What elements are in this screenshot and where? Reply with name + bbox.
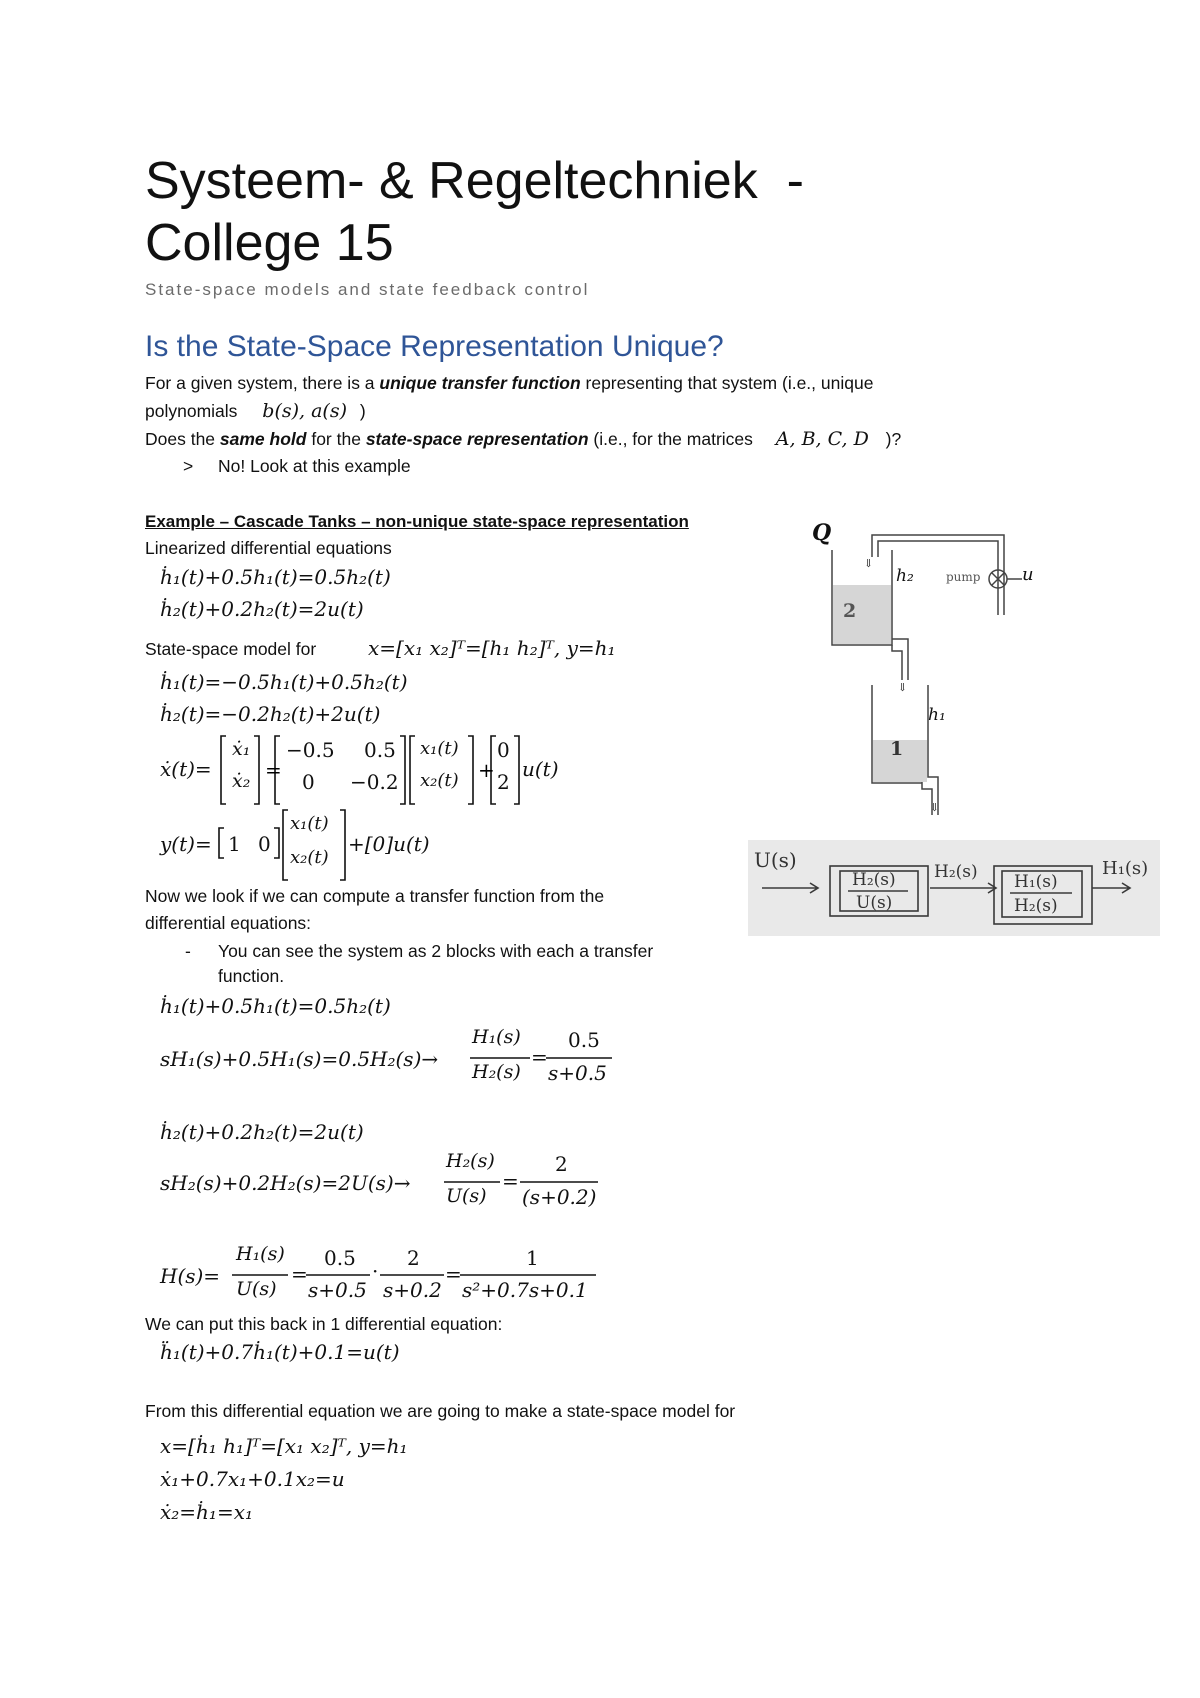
d-term: +[0]u(t) <box>348 832 430 856</box>
bullet-text-continued: function. <box>218 966 285 986</box>
equation-laplace: sH₂(s)+0.2H₂(s)=2U(s)→ <box>160 1171 411 1195</box>
block-mid-label: H₂(s) <box>934 862 978 882</box>
u-term: u(t) <box>522 757 559 781</box>
svg-text:·: · <box>372 1259 379 1283</box>
matrix-b-entry: 2 <box>497 770 510 794</box>
matrix-c-entry: 0 <box>258 832 271 856</box>
linearized-label: Linearized differential equations <box>145 538 392 558</box>
bullet-text: You can see the system as 2 blocks with each a transfer <box>218 941 654 961</box>
tank-2-label: 2 <box>843 600 857 622</box>
fraction-numerator: H₂(s) <box>446 1150 495 1172</box>
matrix-a-entry: −0.2 <box>350 770 399 794</box>
svg-text:⇓: ⇓ <box>930 801 940 814</box>
equation: ḧ₁(t)+0.7ḣ₁(t)+0.1=u(t) <box>160 1340 400 1364</box>
fraction-denominator: H₂(s) <box>472 1061 521 1083</box>
fraction-denominator: s²+0.7s+0.1 <box>462 1278 588 1302</box>
block-input-label: U(s) <box>754 848 797 872</box>
flow-label: Q <box>812 520 832 546</box>
svg-text:=: = <box>502 1169 519 1193</box>
block-diagram-sketch <box>748 840 1160 936</box>
intro-paragraph-line-2: polynomials b(s), a(s) ) <box>145 400 366 422</box>
fraction-numerator: 2 <box>555 1152 568 1176</box>
svg-text:=: = <box>445 1262 462 1286</box>
fraction-numerator: 0.5 <box>324 1246 356 1270</box>
bullet-text: No! Look at this example <box>218 456 411 476</box>
state-vector-entry: ẋ₁ <box>232 738 251 760</box>
equation: ḣ₂(t)+0.2h₂(t)=2u(t) <box>160 597 364 621</box>
x-vector-entry: x₂(t) <box>420 770 459 791</box>
xdot-lhs: ẋ(t)= <box>160 757 212 781</box>
svg-text:=: = <box>291 1262 308 1286</box>
equation: ḣ₂(t)+0.2h₂(t)=2u(t) <box>160 1120 364 1144</box>
title-line-2: College 15 <box>145 214 394 272</box>
fraction-denominator: s+0.5 <box>548 1061 607 1085</box>
intro-paragraph-line-1: For a given system, there is a unique transfer function representing that system (i.e., unique <box>145 373 874 393</box>
equation: ẋ₁+0.7x₁+0.1x₂=u <box>160 1467 345 1491</box>
bullet-marker: > <box>183 456 194 476</box>
y-lhs: y(t)= <box>160 832 212 856</box>
pump-label: pump <box>946 570 981 584</box>
fraction-numerator: 2 <box>407 1246 420 1270</box>
x-vector-entry: x₁(t) <box>420 738 459 759</box>
fraction-denominator: U(s) <box>446 1185 487 1207</box>
cascade-tanks-diagram <box>812 515 1052 815</box>
u-label: u <box>1022 564 1034 585</box>
tank-1-label: 1 <box>890 738 904 760</box>
svg-text:+: + <box>478 758 495 782</box>
page-subtitle: State-space models and state feedback control <box>145 280 590 299</box>
fraction-denominator: U(s) <box>236 1278 277 1300</box>
equation: ḣ₁(t)+0.5h₁(t)=0.5h₂(t) <box>160 565 391 589</box>
matrix-a-entry: 0.5 <box>364 738 396 762</box>
matrix-a-entry: −0.5 <box>286 738 335 762</box>
intro-question: Does the same hold for the state-space representation (i.e., for the matrices A, B, C, D )? <box>145 428 902 450</box>
fraction-denominator: s+0.2 <box>383 1278 442 1302</box>
bullet-marker: - <box>185 941 191 961</box>
svg-text:=: = <box>531 1045 548 1069</box>
title-line-1: Systeem- & Regeltechniek - <box>145 152 804 210</box>
fraction-numerator: 0.5 <box>568 1028 600 1052</box>
fraction-denominator: (s+0.2) <box>522 1185 597 1209</box>
equation: x=[ḣ₁ h₁]ᵀ=[x₁ x₂]ᵀ, y=h₁ <box>160 1434 408 1458</box>
fraction-numerator: H₁(s) <box>236 1243 285 1265</box>
back-label: We can put this back in 1 differential equation: <box>145 1314 503 1334</box>
state-space-label: State-space model for <box>145 639 317 659</box>
matrix-a-entry: 0 <box>302 770 315 794</box>
equation: ẋ₂=ḣ₁=x₁ <box>160 1500 254 1524</box>
state-vector-entry: ẋ₂ <box>232 770 251 792</box>
svg-text:⇓: ⇓ <box>898 681 908 694</box>
x-vector-entry: x₁(t) <box>290 813 329 834</box>
fraction-numerator: H₁(s) <box>472 1026 521 1048</box>
final-label: From this differential equation we are going to make a state-space model for <box>145 1401 736 1421</box>
example-heading: Example – Cascade Tanks – non-unique state-space representation <box>145 512 689 531</box>
block-diagram-photo <box>748 840 1160 936</box>
h2-label: h₂ <box>896 566 914 586</box>
svg-text:⇓: ⇓ <box>864 557 874 570</box>
equation: ḣ₁(t)=−0.5h₁(t)+0.5h₂(t) <box>160 670 408 694</box>
equation: ḣ₂(t)=−0.2h₂(t)+2u(t) <box>160 702 381 726</box>
block2-numerator: H₁(s) <box>1014 872 1058 892</box>
x-vector-entry: x₂(t) <box>290 847 329 868</box>
equation-laplace: sH₁(s)+0.5H₁(s)=0.5H₂(s)→ <box>160 1047 439 1071</box>
block-output-label: H₁(s) <box>1102 858 1149 879</box>
block2-denominator: H₂(s) <box>1014 896 1058 916</box>
svg-text:=: = <box>265 758 282 782</box>
transfer-paragraph-line-1: Now we look if we can compute a transfer function from the <box>145 886 605 906</box>
block1-denominator: U(s) <box>856 893 893 913</box>
h1-label: h₁ <box>928 705 946 725</box>
equation: ḣ₁(t)+0.5h₁(t)=0.5h₂(t) <box>160 994 391 1018</box>
fraction-numerator: 1 <box>526 1246 539 1270</box>
fraction-denominator: s+0.5 <box>308 1278 367 1302</box>
block1-numerator: H₂(s) <box>852 870 896 890</box>
state-definition: x=[x₁ x₂]ᵀ=[h₁ h₂]ᵀ, y=h₁ <box>368 636 616 660</box>
matrix-b-entry: 0 <box>497 738 510 762</box>
h-lhs: H(s)= <box>160 1264 221 1288</box>
transfer-paragraph-line-2: differential equations: <box>145 913 312 933</box>
section-heading: Is the State-Space Representation Unique? <box>145 330 724 363</box>
matrix-c-entry: 1 <box>228 832 241 856</box>
